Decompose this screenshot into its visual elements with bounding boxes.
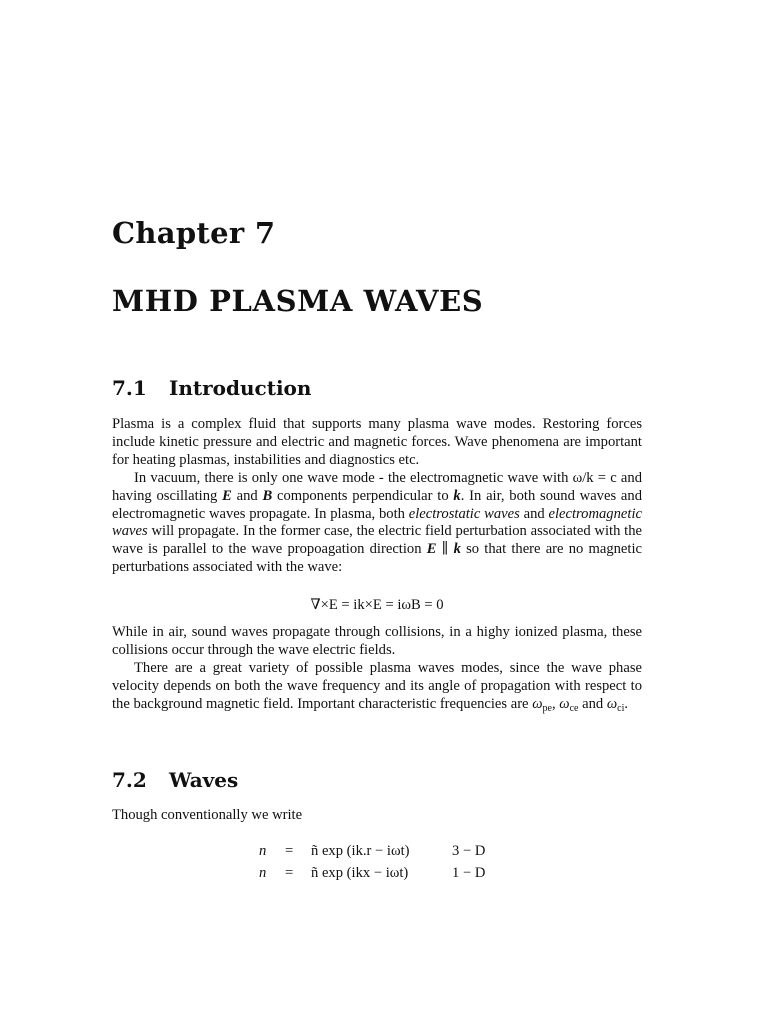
vector-e: E — [222, 487, 232, 504]
equation-rhs: ñ exp (ikx − iωt) — [311, 865, 409, 881]
equation-row-3d — [0, 843, 768, 863]
text-run: and — [578, 695, 607, 712]
equation-lhs: n — [259, 865, 267, 881]
introduction-body — [112, 416, 642, 577]
equation-tag: 1 − D — [452, 865, 486, 881]
waves-lead-text: Though conventionally we write — [112, 807, 303, 823]
equation-relation: = — [285, 865, 294, 881]
equation-row-1d — [0, 865, 768, 885]
equation-relation: = — [285, 843, 294, 859]
chapter-label: Chapter 7 — [112, 216, 276, 250]
text-run: There are a great variety of possible plasma waves modes, since the wave phase velocity depends on both the wave frequency and its angle of propagation with respect to the background magnetic field. Important characteristic frequencies are — [112, 659, 642, 712]
omega-symbol: ω — [559, 695, 570, 712]
paragraph-vacuum-wave — [112, 470, 642, 577]
omega-symbol: ω — [532, 695, 543, 712]
section-heading-waves — [112, 768, 238, 792]
text-run: components perpendicular to — [272, 487, 454, 504]
equation-tag: 3 − D — [452, 843, 486, 859]
text-run: will propagate. In the former case, the electric field perturbation associated with the wave is parallel to the wave propoagation direction — [112, 523, 642, 558]
section-title: Waves — [169, 768, 239, 792]
subscript-ce: ce — [569, 702, 579, 714]
vector-k: k — [453, 487, 461, 504]
paragraph-sound-waves: While in air, sound waves propagate through collisions, in a highy ionized plasma, these collisions occur through the wave electric fields. — [112, 624, 642, 658]
parallel-symbol: ∥ — [436, 541, 454, 558]
term-electrostatic-waves: electrostatic waves — [408, 505, 520, 522]
text-run: and — [231, 487, 263, 504]
term-electromagnetic-waves: electromagnetic waves — [112, 505, 642, 540]
text-run: , — [551, 695, 560, 712]
text-run: so that there are no magnetic perturbations associated with the wave: — [112, 541, 643, 576]
paragraph-plasma-fluid: Plasma is a complex fluid that supports many plasma wave modes. Restoring forces include kinetic pressure and electric and magnetic forces. Wave phenomena are important for heating plasmas, instabilities and diagnostics etc. — [112, 416, 642, 468]
omega-symbol: ω — [606, 695, 618, 712]
section-number: 7.2 — [112, 768, 147, 792]
text-run: In vacuum, there is only one wave mode - the electromagnetic wave with ω/k = c and having oscillating — [112, 469, 642, 504]
vector-k: k — [453, 541, 461, 558]
equation-rhs: ñ exp (ik.r − iωt) — [311, 843, 410, 859]
introduction-body-continued — [112, 624, 642, 714]
subscript-pe: pe — [542, 702, 552, 714]
text-run: . — [624, 695, 629, 712]
text-run: . In air, both sound waves and electromagnetic waves propagate. In plasma, both — [112, 487, 642, 522]
section-heading-introduction — [112, 376, 311, 400]
section-title: Introduction — [169, 376, 312, 400]
section-number: 7.1 — [112, 376, 147, 400]
vector-b: B — [262, 487, 273, 504]
curl-equation: ∇×E = ik×E = iωB = 0 — [310, 597, 444, 613]
subscript-ci: ci — [617, 702, 625, 714]
paragraph-wave-modes — [112, 660, 642, 714]
vector-e: E — [426, 541, 437, 558]
text-run: and — [519, 505, 549, 522]
equation-lhs: n — [259, 843, 267, 859]
chapter-title: MHD PLASMA WAVES — [112, 284, 484, 318]
